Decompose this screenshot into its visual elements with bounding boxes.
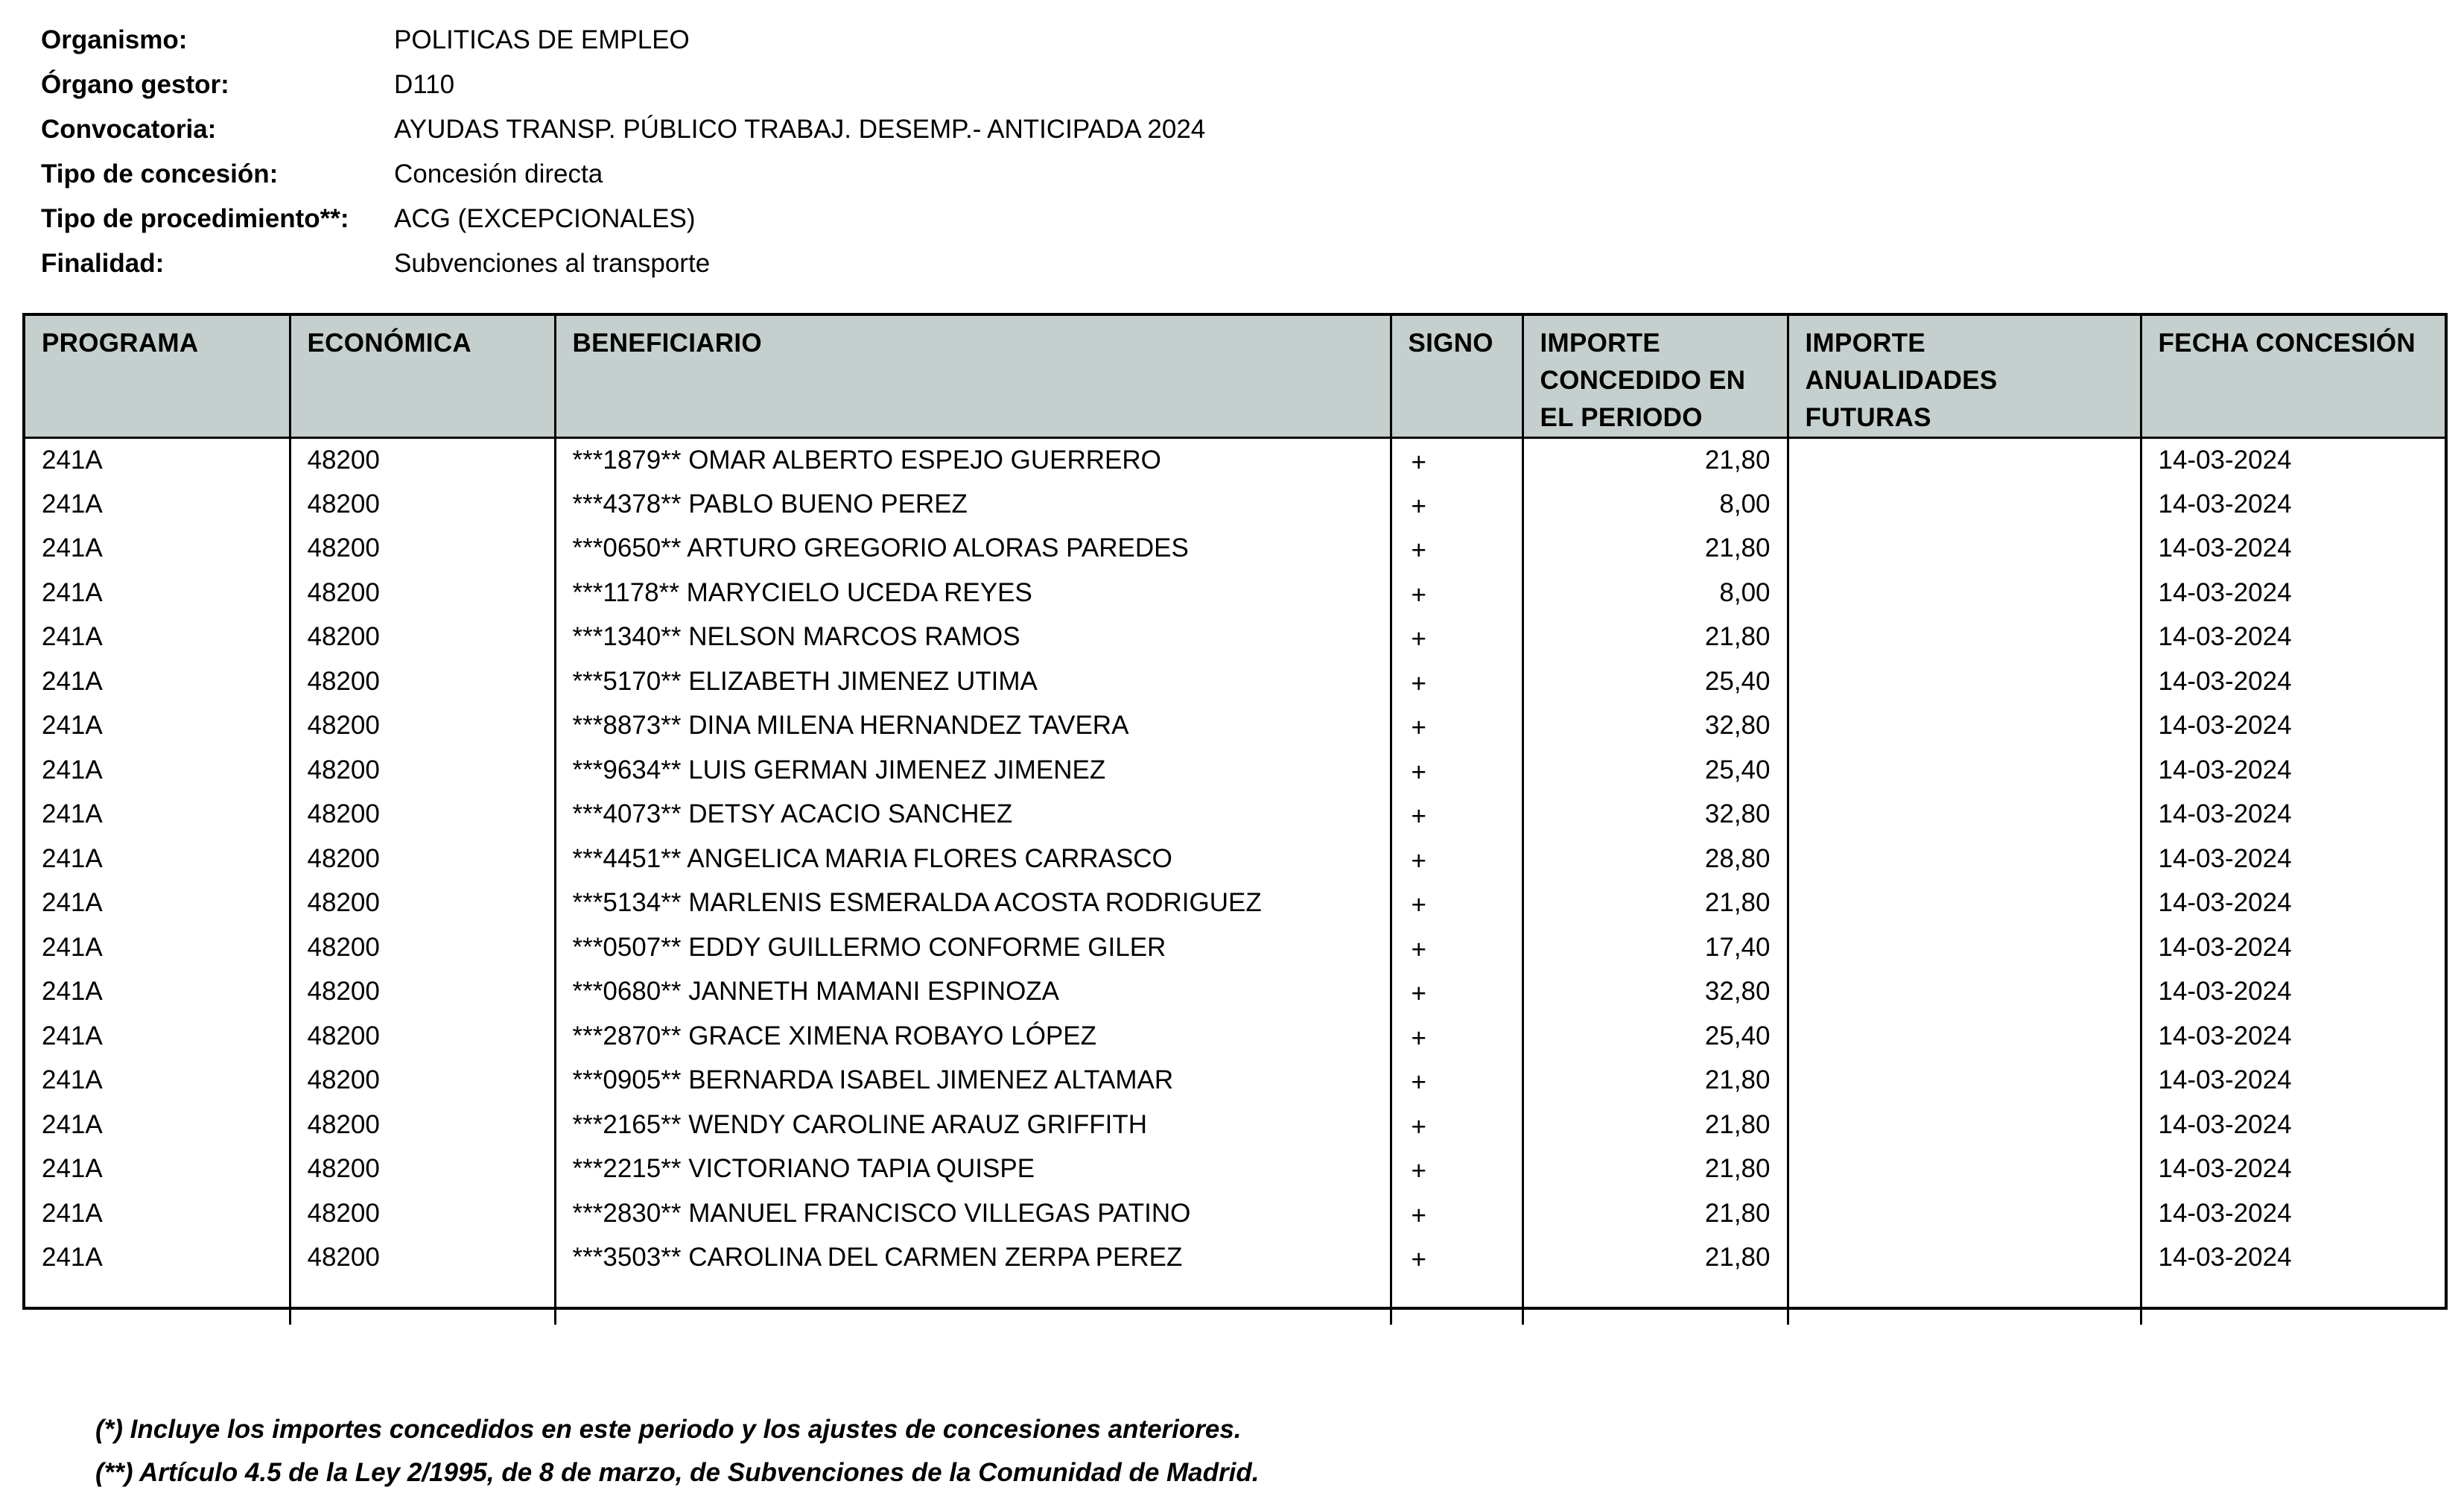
cell-programa: 241A xyxy=(25,837,290,881)
cell-economica: 48200 xyxy=(290,482,555,527)
cell-fecha: 14-03-2024 xyxy=(2158,932,2292,962)
cell-fecha: 14-03-2024 xyxy=(2158,577,2292,607)
cell-beneficiario: ***1178** MARYCIELO UCEDA REYES xyxy=(555,571,1391,615)
cell-anualidades xyxy=(1788,748,2141,793)
cell-importe: 21,80 xyxy=(1522,1236,1788,1281)
cell-importe: 28,80 xyxy=(1522,837,1788,881)
footnote-importes: (*) Incluye los importes concedidos en este periodo y los ajustes de concesiones anteriores. xyxy=(95,1415,1242,1444)
cell-economica: 48200 xyxy=(290,1191,555,1236)
empty-cell xyxy=(1788,1280,2141,1325)
meta-convocatoria xyxy=(41,107,1205,152)
meta-label: Organismo: xyxy=(41,25,188,54)
cell-economica: 48200 xyxy=(290,1059,555,1103)
cell-economica: 48200 xyxy=(290,659,555,704)
table-body xyxy=(25,438,2445,1325)
cell-signo: + xyxy=(1391,1014,1522,1059)
cell-programa: 241A xyxy=(25,482,290,527)
cell-anualidades xyxy=(1788,527,2141,571)
cell-anualidades xyxy=(1788,793,2141,837)
cell-anualidades xyxy=(1788,659,2141,704)
cell-fecha: 14-03-2024 xyxy=(2158,622,2292,652)
cell-importe: 21,80 xyxy=(1522,438,1788,483)
cell-fecha: 14-03-2024 xyxy=(2158,1154,2292,1184)
cell-signo: + xyxy=(1391,793,1522,837)
grants-table-frame xyxy=(22,313,2448,1310)
table-row xyxy=(25,704,2445,749)
cell-programa: 241A xyxy=(25,881,290,926)
header-anualidades xyxy=(1788,316,2141,438)
cell-programa: 241A xyxy=(25,615,290,660)
cell-signo: + xyxy=(1391,1103,1522,1147)
meta-organismo xyxy=(41,18,1205,63)
cell-programa: 241A xyxy=(25,970,290,1015)
meta-value: Concesión directa xyxy=(394,159,603,188)
cell-signo: + xyxy=(1391,881,1522,926)
cell-signo: + xyxy=(1391,1236,1522,1281)
table-row xyxy=(25,748,2445,793)
cell-beneficiario: ***4378** PABLO BUENO PEREZ xyxy=(555,482,1391,527)
empty-cell xyxy=(1391,1280,1522,1325)
cell-programa: 241A xyxy=(25,527,290,571)
cell-fecha: 14-03-2024 xyxy=(2158,755,2292,785)
cell-programa: 241A xyxy=(25,704,290,749)
cell-beneficiario: ***5134** MARLENIS ESMERALDA ACOSTA RODRIGUEZ xyxy=(555,881,1391,926)
cell-signo: + xyxy=(1391,704,1522,749)
table-row xyxy=(25,793,2445,837)
cell-beneficiario: ***8873** DINA MILENA HERNANDEZ TAVERA xyxy=(555,704,1391,749)
table-row xyxy=(25,615,2445,660)
footnotes xyxy=(95,1408,1259,1495)
cell-programa: 241A xyxy=(25,1191,290,1236)
cell-importe: 8,00 xyxy=(1522,482,1788,527)
cell-fecha: 14-03-2024 xyxy=(2158,843,2292,873)
cell-beneficiario: ***1340** NELSON MARCOS RAMOS xyxy=(555,615,1391,660)
meta-value: Subvenciones al transporte xyxy=(394,249,711,278)
meta-value: AYUDAS TRANSP. PÚBLICO TRABAJ. DESEMP.- ANTICIPADA 2024 xyxy=(394,115,1206,144)
cell-anualidades xyxy=(1788,1059,2141,1103)
cell-signo: + xyxy=(1391,1059,1522,1103)
grants-table xyxy=(25,316,2445,1325)
cell-anualidades xyxy=(1788,571,2141,615)
cell-programa: 241A xyxy=(25,793,290,837)
header-anualidades-line: ANUALIDADES xyxy=(1805,366,1998,395)
cell-programa: 241A xyxy=(25,1236,290,1281)
table-row xyxy=(25,1103,2445,1147)
meta-tipo-procedimiento xyxy=(41,197,1205,241)
cell-beneficiario: ***1879** OMAR ALBERTO ESPEJO GUERRERO xyxy=(555,438,1391,483)
cell-beneficiario: ***5170** ELIZABETH JIMENEZ UTIMA xyxy=(555,659,1391,704)
cell-beneficiario: ***3503** CAROLINA DEL CARMEN ZERPA PEREZ xyxy=(555,1236,1391,1281)
header-importe-line: EL PERIODO xyxy=(1540,403,1703,432)
cell-signo: + xyxy=(1391,659,1522,704)
meta-tipo-concesion xyxy=(41,152,1205,197)
header-anualidades-line: IMPORTE xyxy=(1805,329,1926,358)
cell-fecha: 14-03-2024 xyxy=(2158,1243,2292,1272)
header-signo: SIGNO xyxy=(1391,316,1522,438)
cell-signo: + xyxy=(1391,615,1522,660)
cell-anualidades xyxy=(1788,615,2141,660)
table-row xyxy=(25,1059,2445,1103)
cell-economica: 48200 xyxy=(290,1236,555,1281)
cell-economica: 48200 xyxy=(290,571,555,615)
cell-importe: 32,80 xyxy=(1522,704,1788,749)
header-fecha: FECHA CONCESIÓN xyxy=(2141,316,2445,438)
cell-anualidades xyxy=(1788,1147,2141,1192)
meta-value: ACG (EXCEPCIONALES) xyxy=(394,204,696,233)
cell-importe: 21,80 xyxy=(1522,1103,1788,1147)
cell-signo: + xyxy=(1391,482,1522,527)
cell-signo: + xyxy=(1391,925,1522,970)
table-row xyxy=(25,1191,2445,1236)
cell-importe: 21,80 xyxy=(1522,881,1788,926)
cell-importe: 17,40 xyxy=(1522,925,1788,970)
cell-importe: 8,00 xyxy=(1522,571,1788,615)
cell-fecha: 14-03-2024 xyxy=(2158,1198,2292,1228)
cell-economica: 48200 xyxy=(290,837,555,881)
meta-label: Convocatoria: xyxy=(41,115,217,144)
cell-anualidades xyxy=(1788,482,2141,527)
cell-fecha: 14-03-2024 xyxy=(2158,489,2292,519)
meta-label: Órgano gestor: xyxy=(41,70,229,99)
header-beneficiario: BENEFICIARIO xyxy=(555,316,1391,438)
meta-finalidad xyxy=(41,241,1205,286)
cell-beneficiario: ***2870** GRACE XIMENA ROBAYO LÓPEZ xyxy=(555,1014,1391,1059)
cell-programa: 241A xyxy=(25,1014,290,1059)
meta-value: POLITICAS DE EMPLEO xyxy=(394,25,690,54)
empty-cell xyxy=(2141,1280,2445,1325)
footnote-ley: (**) Artículo 4.5 de la Ley 2/1995, de 8 de marzo, de Subvenciones de la Comunidad de Madrid. xyxy=(95,1458,1260,1487)
cell-programa: 241A xyxy=(25,748,290,793)
table-header xyxy=(25,316,2445,438)
header-importe-line: IMPORTE xyxy=(1540,329,1661,358)
header-economica: ECONÓMICA xyxy=(290,316,555,438)
empty-cell xyxy=(25,1280,290,1325)
table-row xyxy=(25,527,2445,571)
header-anualidades-line: FUTURAS xyxy=(1805,403,1931,432)
cell-importe: 32,80 xyxy=(1522,970,1788,1015)
table-filler-row xyxy=(25,1280,2445,1325)
cell-fecha: 14-03-2024 xyxy=(2158,666,2292,696)
table-row xyxy=(25,571,2445,615)
cell-economica: 48200 xyxy=(290,527,555,571)
empty-cell xyxy=(290,1280,555,1325)
cell-signo: + xyxy=(1391,1191,1522,1236)
header-importe-line: CONCEDIDO EN xyxy=(1540,366,1746,395)
cell-beneficiario: ***4451** ANGELICA MARIA FLORES CARRASCO xyxy=(555,837,1391,881)
cell-anualidades xyxy=(1788,1103,2141,1147)
cell-economica: 48200 xyxy=(290,1014,555,1059)
empty-cell xyxy=(555,1280,1391,1325)
cell-anualidades xyxy=(1788,704,2141,749)
cell-programa: 241A xyxy=(25,659,290,704)
cell-signo: + xyxy=(1391,571,1522,615)
cell-anualidades xyxy=(1788,1191,2141,1236)
cell-economica: 48200 xyxy=(290,438,555,483)
cell-beneficiario: ***2165** WENDY CAROLINE ARAUZ GRIFFITH xyxy=(555,1103,1391,1147)
cell-fecha: 14-03-2024 xyxy=(2158,533,2292,563)
cell-economica: 48200 xyxy=(290,925,555,970)
cell-signo: + xyxy=(1391,837,1522,881)
table-row xyxy=(25,881,2445,926)
cell-programa: 241A xyxy=(25,571,290,615)
cell-signo: + xyxy=(1391,748,1522,793)
cell-programa: 241A xyxy=(25,925,290,970)
cell-anualidades xyxy=(1788,881,2141,926)
cell-fecha: 14-03-2024 xyxy=(2158,799,2292,829)
cell-anualidades xyxy=(1788,925,2141,970)
cell-beneficiario: ***2830** MANUEL FRANCISCO VILLEGAS PATINO xyxy=(555,1191,1391,1236)
cell-beneficiario: ***2215** VICTORIANO TAPIA QUISPE xyxy=(555,1147,1391,1192)
cell-importe: 21,80 xyxy=(1522,1147,1788,1192)
cell-economica: 48200 xyxy=(290,793,555,837)
cell-beneficiario: ***0680** JANNETH MAMANI ESPINOZA xyxy=(555,970,1391,1015)
table-row xyxy=(25,925,2445,970)
cell-fecha: 14-03-2024 xyxy=(2158,1065,2292,1095)
table-row xyxy=(25,1014,2445,1059)
table-row xyxy=(25,1236,2445,1281)
cell-importe: 21,80 xyxy=(1522,527,1788,571)
cell-fecha: 14-03-2024 xyxy=(2158,1109,2292,1139)
cell-signo: + xyxy=(1391,438,1522,483)
cell-signo: + xyxy=(1391,970,1522,1015)
cell-anualidades xyxy=(1788,1014,2141,1059)
cell-importe: 21,80 xyxy=(1522,615,1788,660)
cell-anualidades xyxy=(1788,438,2141,483)
cell-beneficiario: ***0905** BERNARDA ISABEL JIMENEZ ALTAMAR xyxy=(555,1059,1391,1103)
cell-fecha: 14-03-2024 xyxy=(2158,711,2292,741)
cell-beneficiario: ***4073** DETSY ACACIO SANCHEZ xyxy=(555,793,1391,837)
cell-anualidades xyxy=(1788,970,2141,1015)
cell-economica: 48200 xyxy=(290,704,555,749)
header-importe xyxy=(1522,316,1788,438)
cell-importe: 25,40 xyxy=(1522,659,1788,704)
cell-fecha: 14-03-2024 xyxy=(2158,1021,2292,1050)
header-row xyxy=(25,316,2445,438)
meta-label: Tipo de concesión: xyxy=(41,159,279,188)
empty-cell xyxy=(1522,1280,1788,1325)
cell-signo: + xyxy=(1391,527,1522,571)
cell-importe: 32,80 xyxy=(1522,793,1788,837)
table-row xyxy=(25,659,2445,704)
cell-economica: 48200 xyxy=(290,615,555,660)
cell-fecha: 14-03-2024 xyxy=(2158,977,2292,1007)
table-row xyxy=(25,837,2445,881)
cell-importe: 21,80 xyxy=(1522,1191,1788,1236)
cell-beneficiario: ***9634** LUIS GERMAN JIMENEZ JIMENEZ xyxy=(555,748,1391,793)
table-row xyxy=(25,482,2445,527)
cell-economica: 48200 xyxy=(290,1103,555,1147)
cell-importe: 25,40 xyxy=(1522,1014,1788,1059)
cell-economica: 48200 xyxy=(290,1147,555,1192)
meta-label: Finalidad: xyxy=(41,249,165,278)
cell-economica: 48200 xyxy=(290,970,555,1015)
meta-organo-gestor xyxy=(41,63,1205,107)
table-row xyxy=(25,970,2445,1015)
cell-fecha: 14-03-2024 xyxy=(2158,446,2292,475)
document-metadata xyxy=(41,18,1205,286)
cell-beneficiario: ***0650** ARTURO GREGORIO ALORAS PAREDES xyxy=(555,527,1391,571)
cell-economica: 48200 xyxy=(290,748,555,793)
cell-programa: 241A xyxy=(25,1103,290,1147)
meta-value: D110 xyxy=(394,70,455,99)
cell-beneficiario: ***0507** EDDY GUILLERMO CONFORME GILER xyxy=(555,925,1391,970)
cell-programa: 241A xyxy=(25,1059,290,1103)
cell-economica: 48200 xyxy=(290,881,555,926)
cell-programa: 241A xyxy=(25,1147,290,1192)
cell-programa: 241A xyxy=(25,438,290,483)
table-row xyxy=(25,1147,2445,1192)
cell-importe: 25,40 xyxy=(1522,748,1788,793)
cell-anualidades xyxy=(1788,837,2141,881)
table-row xyxy=(25,438,2445,483)
meta-label: Tipo de procedimiento**: xyxy=(41,204,349,233)
cell-anualidades xyxy=(1788,1236,2141,1281)
cell-importe: 21,80 xyxy=(1522,1059,1788,1103)
header-programa: PROGRAMA xyxy=(25,316,290,438)
cell-fecha: 14-03-2024 xyxy=(2158,888,2292,918)
cell-signo: + xyxy=(1391,1147,1522,1192)
